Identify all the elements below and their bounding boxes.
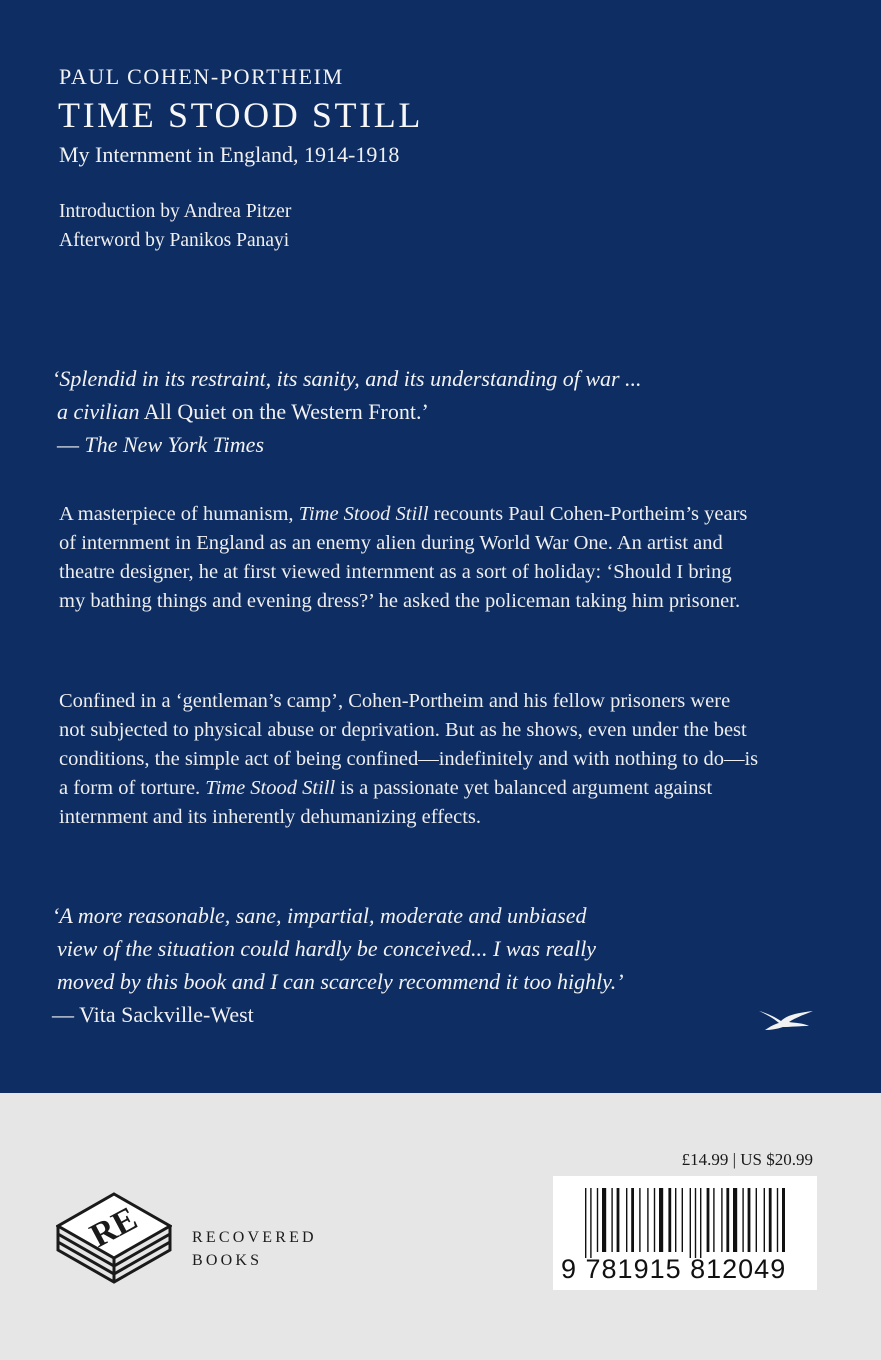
barcode-bar	[748, 1188, 751, 1252]
barcode-bar	[690, 1188, 691, 1258]
quote-attribution: — Vita Sackville-West	[52, 1002, 254, 1027]
quote-text: All Quiet on the Western Front.’	[139, 399, 429, 424]
publisher-name-line1: RECOVERED	[192, 1229, 317, 1246]
barcode-bar	[602, 1188, 606, 1252]
barcode-bars	[585, 1188, 785, 1258]
barcode-bar	[726, 1188, 729, 1252]
publisher-name-line2: BOOKS	[192, 1252, 263, 1269]
attribution-source: The New York Times	[84, 432, 265, 457]
barcode-bar	[777, 1188, 778, 1252]
quote-line: ‘A more reasonable, sane, impartial, moderate and unbiased	[52, 903, 587, 928]
quote-line	[52, 395, 832, 428]
isbn-barcode	[553, 1176, 817, 1290]
barcode-bar	[713, 1188, 714, 1252]
barcode-bar	[782, 1188, 785, 1252]
barcode-bar	[585, 1188, 586, 1258]
barcode-bar	[769, 1188, 772, 1252]
attribution-dash: —	[57, 432, 85, 457]
blurb-title-italic: Time Stood Still	[205, 777, 336, 799]
blurb-text: Confined in a ‘gentleman’s camp’, Cohen-Portheim and his fellow prisoners were not subjected to physical abuse or deprivation. But as he shows, even under the best conditions, the simple act of being confined—indefinitely and with nothing to do—is a form of torture.	[59, 690, 759, 799]
barcode-bar	[682, 1188, 683, 1252]
quote-line: view of the situation could hardly be conceived... I was really	[57, 936, 597, 961]
review-quote-nyt	[52, 362, 832, 461]
blurb-text: recounts Paul Cohen-Portheim’s years of internment in England as an enemy alien during World War One. An artist and theatre designer, he at first viewed internment as a sort of holiday: ‘Should I bring my bathing things and evening dress?’ he asked the policeman taking him prisoner.	[59, 503, 748, 612]
barcode-bar	[742, 1188, 743, 1252]
isbn-number: 9 781915 812049	[561, 1254, 787, 1284]
price-label: £14.99 | US $20.99	[681, 1150, 813, 1169]
bird-icon	[757, 1005, 815, 1031]
quote-italic: a civilian	[57, 399, 140, 424]
barcode-bar	[700, 1188, 701, 1258]
barcode-bar	[764, 1188, 765, 1252]
blurb-text: A masterpiece of humanism,	[59, 503, 299, 525]
barcode-bar	[597, 1188, 598, 1252]
quote-line: moved by this book and I can scarcely recommend it too highly.’	[57, 969, 624, 994]
blurb-paragraph-1	[59, 500, 759, 616]
barcode-bar	[590, 1188, 591, 1258]
review-quote-sackville-west	[52, 899, 832, 1031]
barcode-bar	[756, 1188, 757, 1252]
barcode-bar	[675, 1188, 676, 1252]
introduction-credit: Introduction by Andrea Pitzer	[59, 201, 292, 222]
barcode-bar	[647, 1188, 648, 1252]
book-title: TIME STOOD STILL	[58, 95, 423, 135]
blurb-title-italic: Time Stood Still	[298, 503, 429, 525]
barcode-bar	[733, 1188, 737, 1252]
barcode-bar	[707, 1188, 710, 1252]
blurb-text: is a passionate yet balanced argument against internment and its inherently dehumanizing effects.	[59, 777, 713, 828]
logo-letters: RE	[84, 1200, 144, 1255]
publisher-logo-icon	[56, 1192, 172, 1288]
barcode-bar	[611, 1188, 612, 1252]
barcode-bar	[631, 1188, 634, 1252]
barcode-bar	[695, 1188, 696, 1258]
barcode-bar	[626, 1188, 627, 1252]
barcode-bar	[617, 1188, 620, 1252]
book-subtitle: My Internment in England, 1914-1918	[59, 142, 400, 167]
quote-line: ‘Splendid in its restraint, its sanity, and its understanding of war ...	[52, 366, 642, 391]
barcode-bar	[721, 1188, 722, 1252]
blurb-paragraph-2	[59, 687, 759, 832]
barcode-bar	[668, 1188, 671, 1252]
quote-attribution	[52, 428, 832, 461]
barcode-bar	[659, 1188, 663, 1252]
author-name: PAUL COHEN-PORTHEIM	[59, 64, 344, 89]
afterword-credit: Afterword by Panikos Panayi	[59, 230, 290, 251]
barcode-bar	[654, 1188, 655, 1252]
barcode-bar	[639, 1188, 640, 1252]
